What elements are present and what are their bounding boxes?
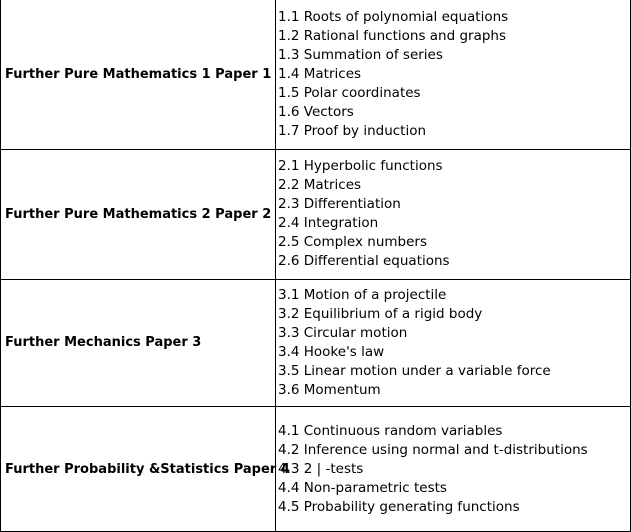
topic-item: 2.3 Differentiation <box>278 196 401 212</box>
topics-cell <box>276 0 631 149</box>
paper-name-cell <box>0 0 276 149</box>
topics-cell <box>276 149 631 279</box>
topic-item: 1.1 Roots of polynomial equations <box>278 9 509 25</box>
table-row <box>0 149 631 279</box>
row-divider <box>0 279 631 280</box>
topic-item: 2.1 Hyperbolic functions <box>278 158 443 174</box>
paper-name: Further Pure Mathematics 2 Paper 2 <box>5 206 272 222</box>
topic-item: 1.6 Vectors <box>278 104 354 120</box>
topic-item: 1.2 Rational functions and graphs <box>278 28 507 44</box>
paper-name: Further Mechanics Paper 3 <box>5 335 202 350</box>
row-divider <box>0 406 631 407</box>
topic-item: 1.4 Matrices <box>278 66 362 82</box>
topic-item: 4.2 Inference using normal and t-distributions <box>278 441 588 458</box>
topic-item: 4.4 Non-parametric tests <box>278 479 447 496</box>
topic-item: 2.2 Matrices <box>278 177 362 193</box>
topic-item: 1.3 Summation of series <box>278 47 443 63</box>
topic-item: 3.6 Momentum <box>278 381 381 398</box>
topic-item: 1.5 Polar coordinates <box>278 85 421 101</box>
paper-name: Further Pure Mathematics 1 Paper 1 <box>5 67 272 82</box>
paper-name-cell <box>0 279 276 406</box>
row-divider <box>0 149 631 150</box>
table-row <box>0 406 631 532</box>
topics-cell <box>276 279 631 406</box>
table-row <box>0 0 631 149</box>
topic-item: 3.3 Circular motion <box>278 324 408 341</box>
topic-item: 3.1 Motion of a projectile <box>278 286 447 303</box>
topic-item: 4.1 Continuous random variables <box>278 422 503 439</box>
topic-item: 2.6 Differential equations <box>278 253 450 269</box>
paper-name: Further Probability &Statistics Paper 4 <box>5 461 290 477</box>
topic-item: 4.5 Probability generating functions <box>278 498 520 515</box>
topic-item: 1.7 Proof by induction <box>278 123 427 139</box>
topic-item: 3.2 Equilibrium of a rigid body <box>278 305 483 322</box>
topic-item: 3.4 Hooke's law <box>278 343 385 360</box>
topic-item: 3.5 Linear motion under a variable force <box>278 362 551 379</box>
topics-cell <box>276 406 631 532</box>
topic-item: 4.3 2 | -tests <box>278 460 364 477</box>
paper-name-cell <box>0 406 290 532</box>
paper-name-cell <box>0 149 276 279</box>
topic-item: 2.4 Integration <box>278 215 379 231</box>
table-row <box>0 279 631 406</box>
topic-item: 2.5 Complex numbers <box>278 234 427 250</box>
